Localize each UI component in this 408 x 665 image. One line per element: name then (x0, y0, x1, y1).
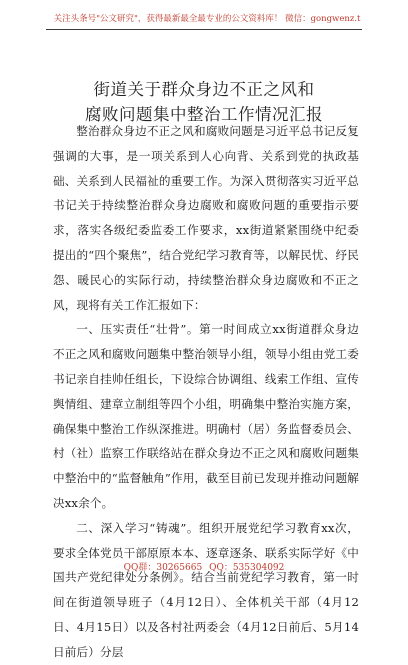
paragraph-intro: 整治群众身边不正之风和腐败问题是习近平总书记反复强调的大事，是一项关系到人心向背、关系到党的执政基础、关系到人民福祉的重要工作。为深入贯彻落实习近平总书记关于持续整治群众身边腐败和腐败问题的重要指示要求，落实各级纪委监委工作要求，xx街道紧紧围绕中纪委提出的“四个聚焦”，结合党纪学习教育等，以解民忧、纾民怨、暖民心的实际行动，持续整治群众身边腐败和不正之风，现将有关工作汇报如下： (53, 124, 359, 312)
footer-contact (0, 563, 408, 574)
footer-qq: QQ：535304092 (209, 563, 285, 573)
footer-qq-group: QQ群：30265665 (123, 563, 203, 573)
paragraph-section-2: 二、深入学习“铸魂”。组织开展党纪学习教育xx次，要求全体党员干部原原本本、逐章逐条、联系实际学好《中国共产党纪律处分条例》。结合当前党纪学习教育，第一时间在街道领导班子（4月12日）、全体机关干部（4月12日、4月15日）以及各村社两委会（4月12日前后、5月14日前后）分层 (53, 520, 359, 659)
document-body (53, 119, 359, 665)
document-title-line-2: 腐败问题集中整治工作情况汇报 (85, 105, 323, 125)
paragraph-section-1: 一、压实责任“壮骨”。第一时间成立xx街道群众身边不正之风和腐败问题集中整治领导小组，领导小组由党工委书记亲自挂帅任组长，下设综合协调组、线索工作组、宣传舆情组、建章立制组等四个小组，明确集中整治实施方案，确保集中整治工作纵深推进。明确村（居）务监督委员会、村（社）监察工作联络站在群众身边不正之风和腐败问题集中整治中的“监督触角”作用，截至目前已发现并推动问题解决xx余个。 (53, 322, 359, 510)
document-title-line-1: 街道关于群众身边不正之风和 (93, 80, 315, 100)
header-divider (46, 29, 362, 30)
promo-banner: 关注头条号"公文研究"，获得最新最全最专业的公文资料库！ 微信：gongwenz.t (53, 14, 361, 24)
